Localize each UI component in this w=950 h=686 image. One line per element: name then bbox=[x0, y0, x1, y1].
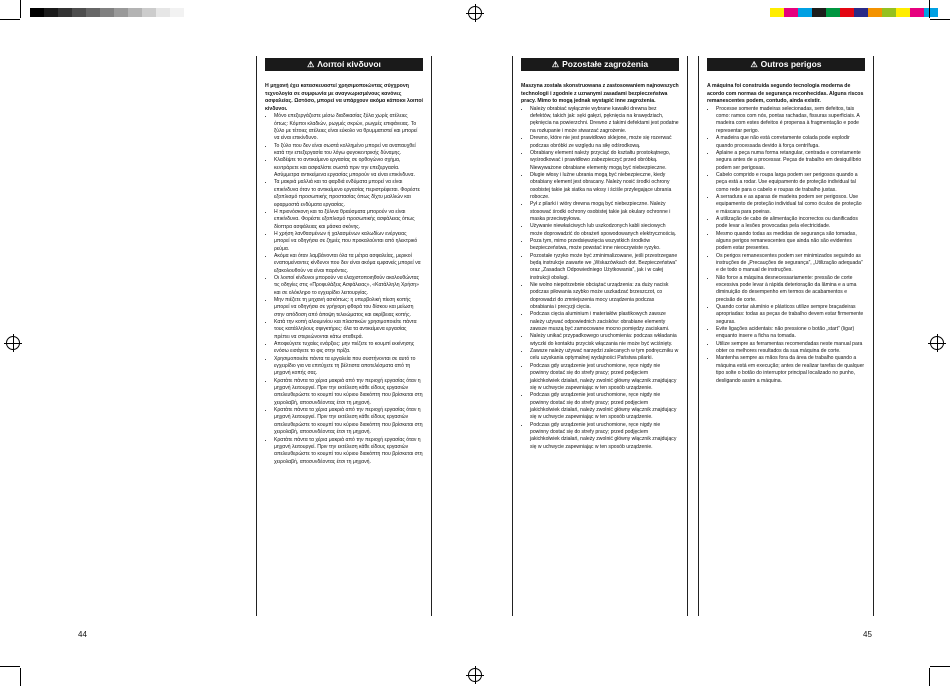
hazard-list bbox=[265, 113, 423, 466]
list-item: • Poza tym, mimo przedsięwzięcia wszystkich środków bezpieczeństwa, może powstać inne nieoczywiste ryzyko. bbox=[530, 238, 679, 253]
color-swatch bbox=[114, 8, 128, 17]
list-item: • A utilização de cabo de alimentação incorrectos ou danificados pode levar a lesões provocadas pela electricidade. bbox=[716, 216, 865, 231]
list-item: • Χρησιμοποιείτε πάντα τα εργαλεία που συστήνονται σε αυτό το εγχειρίδιο για να επιτύχετε τη βέλτιστα αποτελέσματα από τη μηχανή κοπής σας. bbox=[274, 356, 423, 378]
color-swatch bbox=[156, 8, 170, 17]
registration-mark-top bbox=[468, 6, 482, 20]
list-item: • Zawsze należy używać narzędzi zalecanych w tym podręczniku w celu uzyskania optymalnej wydajności Państwa pilarki. bbox=[530, 348, 679, 363]
list-item: • Τα μακριά μαλλιά και τα φαρδιά ενδύματα μπορεί να είναι επικίνδυνα όταν το αντικείμενο εργασίας περιστρέφεται. Φορέστε εξοπλισμό προσωπικής προστασίας όπως δίχτυ μαλλιών και εφαρμοστά ενδύματα εργασίας. bbox=[274, 179, 423, 208]
section-header: ⚠ Λοιποί κίνδυνοι bbox=[265, 58, 423, 71]
color-swatch bbox=[170, 8, 184, 17]
list-item: • Należy unikać przypadkowego uruchomienia: podczas wkładania wtyczki do kontaktu przycisk włączania nie może być wciśnięty. bbox=[530, 333, 679, 348]
list-item: • Μην πιέζετε τη μηχανή ασκόπως: η υπερβολική πίεση κοπής μπορεί να οδηγήσει σε γρήγορη φθορά του δίσκου και μείωση στην απόδοση από άποψη τελειώματος και ακρίβειας κοπής. bbox=[274, 297, 423, 319]
crop-mark bbox=[0, 666, 20, 667]
list-item: • Αποφεύγετε τυχαίες ενάρξεις: μην πιέζετε το κουμπί εκκίνησης ενόσω εισάγετε το φις στην πρίζα. bbox=[274, 341, 423, 356]
intro-paragraph: Maszyna została skonstruowana z zastosowaniem najnowszych technologii i zgodnie z uznanymi zasadami bezpieczeństwa pracy. Mimo to mogą jednak wystąpić inne zagrożenia. bbox=[521, 83, 679, 105]
color-swatch-strip bbox=[770, 8, 938, 17]
list-item: • A serradura e as aparas de madeira podem ser perigosos. Use equipamento de proteção individual tal como óculos de proteção e máscara para poeiras. bbox=[716, 194, 865, 216]
list-item: • Nie wolno niepotrzebnie obciążać urządzenia: za duży nacisk podczas piłowania szybko może uszkadzać brzeszczot, co doprowadzi do zmniejszenia mocy urządzenia podczas obrabiania i precyzji cięcia. bbox=[530, 282, 679, 311]
column-greek bbox=[256, 56, 432, 616]
color-swatch bbox=[896, 8, 910, 17]
list-item: • Το ξύλο που δεν είναι σωστά κολλημένο μπορεί να αναπαυχθεί κατά την επεξεργασία του λόγω φυγοκεντρικής δύναμης. bbox=[274, 143, 423, 158]
color-swatch bbox=[840, 8, 854, 17]
list-item: • Κρατάτε πάντα τα χέρια μακριά από την περιοχή εργασίας όταν η μηχανή λειτουργεί. Πριν την εκτέλεση κάθε είδους εργασιών απελευθερώστε το κουμπί του κύριου διακόπτη που βρίσκεται στη χειρολαβή, αποσυνδέοντας έτσι τη μηχανή. bbox=[274, 407, 423, 436]
color-swatch bbox=[868, 8, 882, 17]
color-swatch bbox=[72, 8, 86, 17]
list-item: • Obrabiany element należy przyciąć do kształtu prostokątnego, wyśrodkować i prawidłowo zabezpieczyć przed obróbką. Niewyważone obrabiane elementy mogą być niebezpieczne. bbox=[530, 150, 679, 172]
list-item: • Η πριονόσκονη και τα ξύλινα θραύσματα μπορούν να είναι επικίνδυνα. Φορέστε εξοπλισμό προσωπικής ασφάλειας όπως δίοπτρα ασφάλειας και μάσκα σκόνης. bbox=[274, 209, 423, 231]
column-polish bbox=[512, 56, 688, 616]
list-item: • Evite ligações acidentais: não pressione o botão „start” (ligar) enquanto insere a ficha na tomada. bbox=[716, 326, 865, 341]
list-item: • Podczas gdy urządzenie jest uruchomione, ręce nigdy nie powinny dostać się do strefy pracy; przed podjęciem jakichkolwiek działań, należy zwolnić główny włącznik znajdujący się w uchwycie zapewniając w ten sposób urządzenie. bbox=[530, 363, 679, 392]
list-item: • Processe somente madeiras selecionadas, sem defeitos, tais como: ramos com nós, pontas rachadas, fissuras superficiais. A madeira com estes defeitos é propensa à fragmentação e pode representar perigo. bbox=[716, 106, 865, 135]
color-swatch bbox=[100, 8, 114, 17]
column-portuguese bbox=[698, 56, 874, 616]
color-swatch bbox=[826, 8, 840, 17]
list-item: • A madeira que não está corretamente colada pode explodir quando processada devido à força centrífuga. bbox=[716, 135, 865, 150]
page-number-left: 44 bbox=[78, 630, 87, 639]
color-swatch bbox=[86, 8, 100, 17]
crop-mark bbox=[20, 668, 21, 686]
crop-mark bbox=[20, 0, 21, 18]
list-item: • Κρατάτε πάντα τα χέρια μακριά από την περιοχή εργασίας όταν η μηχανή λειτουργεί. Πριν την εκτέλεση κάθε είδους εργασιών απελευθερώστε το κουμπί του κύριου διακόπτη που βρίσκεται στη χειρολαβή, αποσυνδέοντας έτσι τη μηχανή. bbox=[274, 378, 423, 407]
page-number-right: 45 bbox=[863, 630, 872, 639]
color-swatch bbox=[910, 8, 924, 17]
intro-paragraph: A máquina foi construída segundo tecnologia moderna de acordo com normas de segurança reconhecidas. Alguns riscos remanescentes podem, contudo, ainda existir. bbox=[707, 83, 864, 105]
crop-mark bbox=[929, 668, 930, 686]
list-item: • Οι λοιποί κίνδυνοι μπορούν να ελαχιστοποιηθούν ακολουθώντας τις οδηγίες στις «Προφυλάξεις Ασφάλειας», «Κατάλληλη Χρήση» και σε ολόκληρο το εγχειρίδιο λειτουργίας. bbox=[274, 275, 423, 297]
color-swatch bbox=[882, 8, 896, 17]
list-item: • Pył z pilarki i wióry drewna mogą być niebezpieczne. Należy stosować środki ochrony osobistej takie jak okulary ochronne i maska przeciwpyłowa. bbox=[530, 201, 679, 223]
list-item: • Cabelo comprido e roupa larga podem ser perigosos quando a peça está a rodar. Use equipamento de proteção individual tal como rede para o cabelo e roupas de trabalho justas. bbox=[716, 172, 865, 194]
color-swatch bbox=[854, 8, 868, 17]
list-item: • Os perigos remanescentes podem ser minimizados seguindo as instruções de „Precauções de segurança”, „Utilização adequada” e de todo o manual de instruções. bbox=[716, 253, 865, 275]
hazard-list bbox=[521, 106, 679, 451]
list-item: • Κλαδέψτε το αντικείμενο εργασίας σε ορθογώνιο σχήμα, κεντράρετε και ασφαλίστε σωστά πριν την επεξεργασία. Ασύμμετρα αντικείμενα εργασίας μπορούν να είναι επικίνδυνα. bbox=[274, 157, 423, 179]
list-item: • Quando cortar alumínio e plásticos utilize sempre braçadeiras apropriadas: todas as peças de trabalho devem estar firmemente seguras. bbox=[716, 304, 865, 326]
list-item: • Não force a máquina desnecessariamente: pressão de corte excessiva pode levar à rápida deterioração da lâmina e a uma diminuição do desempenho em termos de acabamentos e precisão de corte. bbox=[716, 275, 865, 304]
registration-mark-right bbox=[930, 336, 944, 350]
gray-swatch-strip bbox=[30, 8, 184, 17]
list-item: • Η χρήση λανθασμένων ή χαλασμένων καλωδίων ενέργειας μπορεί να οδηγήσει σε ζημιές που προκαλούνται από ηλεκτρικό ρεύμα. bbox=[274, 231, 423, 253]
list-item: • Pozostałe ryzyko może być zminimalizowane, jeśli przestrzegane będą instrukcje zawarte we „Wskazówkach dot. Bezpieczeństwa” oraz „Zasadach Odpowiedniego Użytkowania”, jak i w całej instrukcji obsługi. bbox=[530, 253, 679, 282]
list-item: • Utilize sempre as ferramentas recomendadas neste manual para obter os melhores resultados da sua máquina de corte. bbox=[716, 341, 865, 356]
color-swatch bbox=[784, 8, 798, 17]
warning-icon: ⚠ bbox=[551, 60, 560, 69]
intro-paragraph: Η μηχανή έχει κατασκευαστεί χρησιμοποιώντας σύγχρονη τεχνολογία σε συμφωνία με αναγνωρισμένους κανόνες ασφαλείας. Ωστόσο, μπορεί να υπάρχουν ακόμα κάποιοι λοιποί κίνδυνοι. bbox=[265, 83, 423, 112]
list-item: • Κρατάτε πάντα τα χέρια μακριά από την περιοχή εργασίας όταν η μηχανή λειτουργεί. Πριν την εκτέλεση κάθε είδους εργασιών απελευθερώστε το κουμπί του κύριου διακόπτη που βρίσκεται στη χειρολαβή, αποσυνδέοντας έτσι τη μηχανή. bbox=[274, 437, 423, 466]
section-header: ⚠ Pozostałe zagrożenia bbox=[521, 58, 679, 71]
list-item: • Aplaine a peça numa forma retangular, centrada e corretamente segura antes de a processar. Peças de trabalho em desiquilíbrio podem ser perigosas. bbox=[716, 150, 865, 172]
crop-mark bbox=[930, 19, 950, 20]
list-item: • Podczas gdy urządzenie jest uruchomione, ręce nigdy nie powinny dostać się do strefy pracy; przed podjęciem jakichkolwiek działań, należy zwolnić główny włącznik znajdujący się w uchwycie zapewniając w ten sposób urządzenie. bbox=[530, 422, 679, 451]
list-item: • Używanie niewłaściwych lub uszkodzonych kabli sieciowych może doprowadzić do obrażeń spowodowanych elektrycznością. bbox=[530, 223, 679, 238]
list-item: • Drewno, które nie jest prawidłowo sklejone, może się rozerwać podczas obróbki ze względu na siłę odśrodkową. bbox=[530, 135, 679, 150]
registration-mark-left bbox=[6, 336, 20, 350]
list-item: • Należy obrabiać wyłącznie wybrane kawałki drewna bez defektów, takich jak: sęki gałęzi, pęknięcia na krawędziach, pęknięcia na powierzchni. Drewno z takimi defektami jest podatne na rozłupanie i może stwarzać zagrożenie. bbox=[530, 106, 679, 135]
crop-mark bbox=[0, 19, 20, 20]
color-swatch bbox=[770, 8, 784, 17]
list-item: • Μόνο επεξεργάζεστε μέσω διαδικασίας ξύλα χωρίς ατέλειες όπως: Κόμποι κλαδιών, ρωγμές σκρών, ρωγμές επιφάνειας. Το ξύλο με τέτοιες ατέλειες είναι εύκολο να θρυμματιστεί και μπορεί να είναι επικίνδυνο. bbox=[274, 113, 423, 142]
color-swatch bbox=[58, 8, 72, 17]
list-item: • Podczas gdy urządzenie jest uruchomione, ręce nigdy nie powinny dostać się do strefy pracy; przed podjęciem jakichkolwiek działań, należy zwolnić główny włącznik znajdujący się w uchwycie zapewniając w ten sposób urządzenie. bbox=[530, 392, 679, 421]
list-item: • Podczas cięcia aluminium i materiałów plastikowych zawsze należy używać odpowiednich zacisków: obrabiane elementy zawsze muszą być zamocowane mocno pomiędzy zaciskami. bbox=[530, 311, 679, 333]
registration-mark-bottom bbox=[468, 668, 482, 682]
list-item: • Mesmo quando todas as medidas de segurança são tomadas, alguns perigos remanescentes que ainda não são evidentes podem estar presentes. bbox=[716, 231, 865, 253]
color-swatch bbox=[798, 8, 812, 17]
list-item: • Mantenha sempre as mãos fora da área de trabalho quando a máquina está em execução; antes de realizar tarefas de qualquer tipo solte o botão do interruptor principal localizado no punho, desligando assim a máquina. bbox=[716, 355, 865, 384]
list-item: • Długie włosy i luźne ubrania mogą być niebezpieczne, kiedy obrabiany element jest obracany. Należy nosić środki ochrony osobistej takie jak siatka na włosy i ściśle przylegające ubrania robocze. bbox=[530, 172, 679, 201]
list-item: • Ακόμα και όταν λαμβάνονται όλα τα μέτρα ασφαλείας, μερικοί εναπομείναντες κίνδυνοι που δεν είναι ακόμα εμφανείς μπορεί να εξακολουθούν να είναι παρόντες. bbox=[274, 253, 423, 275]
crop-mark bbox=[929, 0, 930, 18]
color-swatch bbox=[812, 8, 826, 17]
crop-mark bbox=[930, 666, 950, 667]
color-swatch bbox=[142, 8, 156, 17]
color-swatch bbox=[924, 8, 938, 17]
warning-icon: ⚠ bbox=[750, 60, 758, 69]
color-swatch bbox=[30, 8, 44, 17]
list-item: • Κατά την κοπή αλουμινίου και πλαστικών χρησιμοποιείτε πάντα τους κατάλληλους σφιγκτήρες: όλα τα αντικείμενα εργασίας πρέπει να στερεώνονται κάτω σταθερά. bbox=[274, 319, 423, 341]
color-swatch bbox=[128, 8, 142, 17]
section-header: ⚠ Outros perigos bbox=[707, 58, 865, 71]
color-swatch bbox=[44, 8, 58, 17]
hazard-list bbox=[707, 106, 865, 385]
warning-icon: ⚠ bbox=[307, 60, 315, 69]
